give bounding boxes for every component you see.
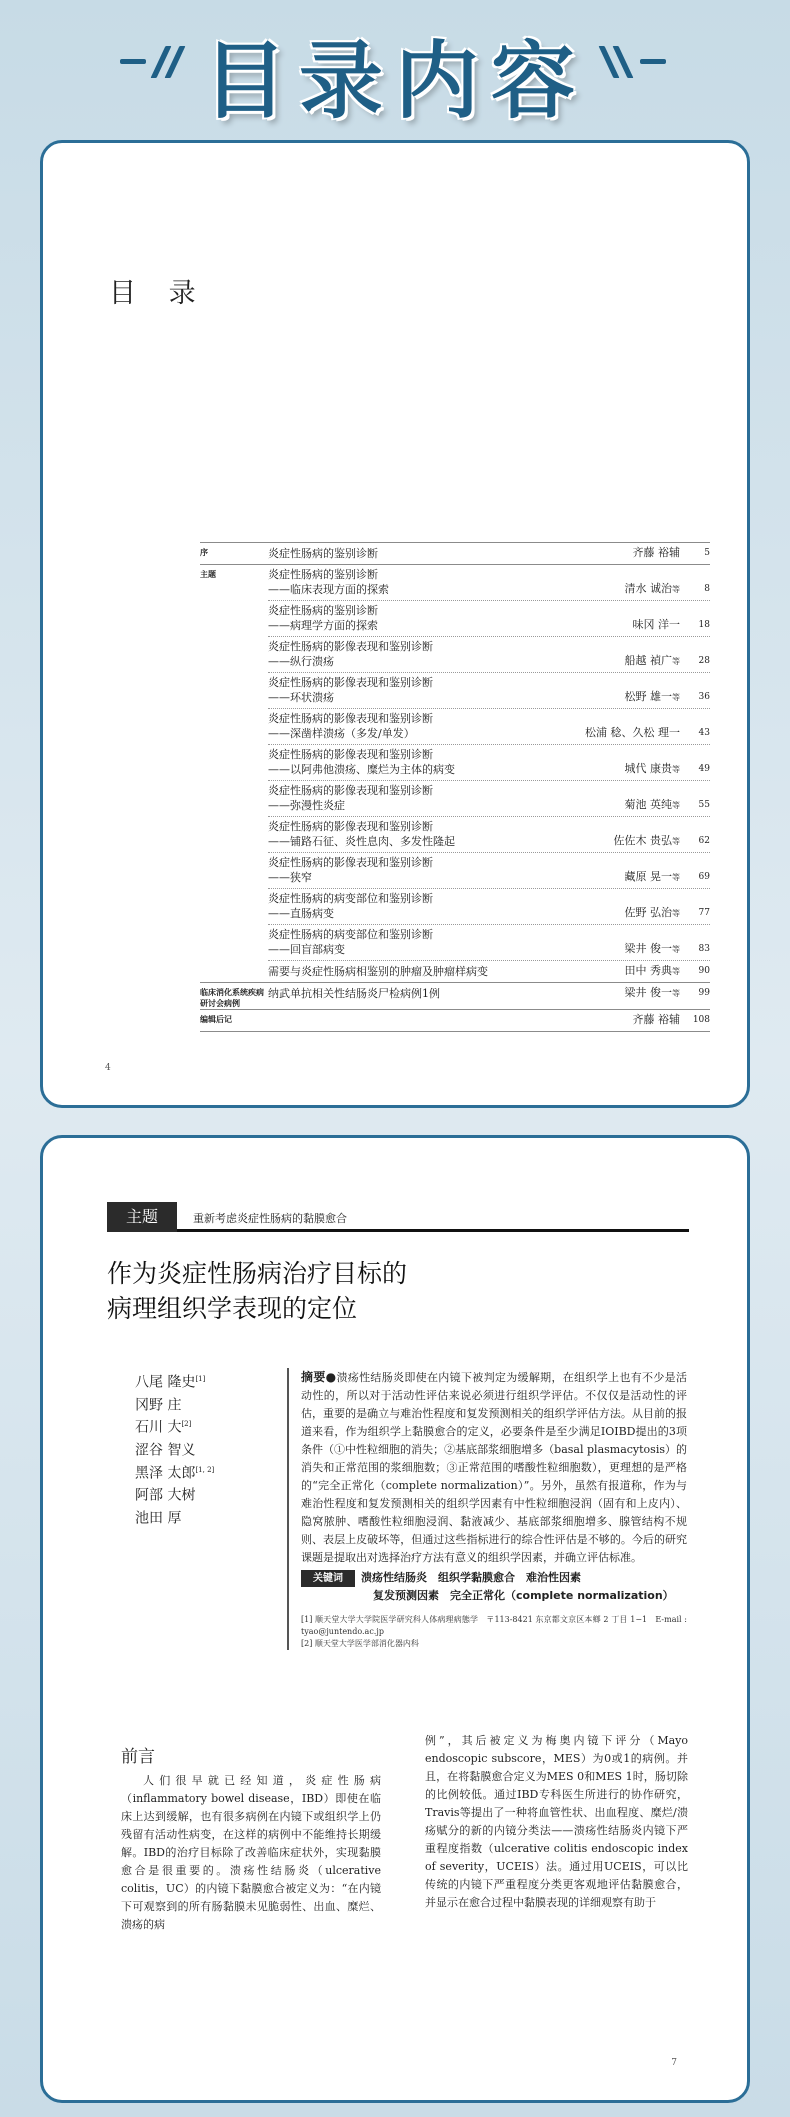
keywords-line: 复发预测因素 完全正常化（complete normalization） (373, 1589, 674, 1602)
toc-section (200, 982, 710, 1009)
toc-heading: 目 录 (109, 278, 208, 309)
toc-item[interactable] (268, 960, 710, 982)
toc-item[interactable] (268, 565, 710, 600)
author-name: 阿部 大树 (135, 1487, 196, 1504)
article-title (107, 1256, 407, 1326)
toc-item[interactable] (268, 543, 710, 564)
toc-item-author (625, 985, 687, 1001)
toc-author-suffix: 等 (672, 873, 680, 882)
author-affiliation-mark: [1, 2] (195, 1465, 215, 1474)
toc-author-suffix: 等 (672, 945, 680, 954)
toc-author-suffix: 等 (672, 837, 680, 846)
toc-item-title: 炎症性肠病的鉴别诊断 (268, 547, 378, 560)
toc-item-author (625, 689, 687, 705)
keywords-line: 溃疡性结肠炎 组织学黏膜愈合 难治性因素 (361, 1571, 581, 1584)
toc-item[interactable] (268, 744, 710, 780)
toc-item-author (633, 1012, 687, 1028)
toc-author-name: 佐佐木 贵弘 (613, 834, 672, 847)
toc-author-name: 菊池 英纯 (624, 798, 672, 811)
toc-author-name: 梁井 俊一 (624, 942, 672, 955)
banner-title: 目录内容 (202, 32, 587, 130)
abstract (301, 1368, 687, 1567)
banner (0, 0, 790, 130)
toc-category: 临床消化系统疾病研讨会病例 (200, 988, 264, 1008)
author-name: 石川 大 (135, 1419, 182, 1436)
toc-item-page: 55 (698, 800, 710, 810)
toc-item-page: 43 (698, 728, 710, 738)
article-title-line: 作为炎症性肠病治疗目标的 (107, 1259, 408, 1288)
toc-author-suffix: 等 (672, 967, 680, 976)
decorative-slashes-right (600, 56, 680, 68)
toc-item-page: 8 (704, 584, 710, 594)
toc-item[interactable] (268, 672, 710, 708)
toc-author-name: 藏原 晃一 (624, 870, 672, 883)
toc-author-name: 城代 康贵 (624, 762, 672, 775)
body-column-left: 人们很早就已经知道，炎症性肠病（inflammatory bowel disease，IBD）即使在临床上达到缓解，也有很多病例在内镜下或组织学上仍残留有活动性病变，在这样的病例中不能维持长期缓解。IBD的治疗目标除了改善临床症状外，实现黏膜愈合是很重要的。溃疡性结肠炎（ulcerative colitis，UC）的内镜下黏膜愈合被定义为：“在内镜下可观察到的所有肠黏膜未见脆弱性、出血、糜烂、溃疡的病 (121, 1774, 381, 1931)
author (135, 1483, 214, 1506)
toc-item-title: 需要与炎症性肠病相鉴别的肿瘤及肿瘤样病变 (268, 965, 488, 978)
toc-item[interactable] (268, 780, 710, 816)
author-affiliation-mark: [1] (195, 1375, 206, 1383)
toc-item-title: 炎症性肠病的影像表现和鉴别诊断 ——纵行溃疡 (268, 640, 433, 668)
toc-item-title: 炎症性肠病的影像表现和鉴别诊断 ——铺路石征、炎性息肉、多发性隆起 (268, 820, 455, 848)
toc-item-title: 炎症性肠病的影像表现和鉴别诊断 ——狭窄 (268, 856, 433, 884)
toc-item-page: 36 (698, 692, 710, 702)
theme-subtitle: 重新考虑炎症性肠病的黏膜愈合 (193, 1212, 347, 1225)
toc-item-author (625, 869, 687, 885)
toc-author-suffix: 等 (672, 801, 680, 810)
author-affiliation-mark: [2] (181, 1420, 192, 1429)
toc-item-title: 炎症性肠病的影像表现和鉴别诊断 ——环状溃疡 (268, 676, 433, 704)
toc-item[interactable] (268, 816, 710, 852)
toc-item-page: 77 (698, 908, 710, 918)
toc-item[interactable] (268, 852, 710, 888)
toc-category: 序 (200, 548, 208, 557)
toc-item-page: 69 (698, 872, 710, 882)
toc-author-name: 松浦 稔、久松 理一 (585, 726, 680, 739)
toc-item[interactable] (268, 636, 710, 672)
toc-item[interactable] (268, 983, 710, 1004)
toc-item-page: 28 (698, 656, 710, 666)
author-name: 涩谷 智义 (135, 1442, 196, 1459)
toc-author-suffix: 等 (672, 657, 680, 666)
toc-item-title: 炎症性肠病的影像表现和鉴别诊断 ——深凿样溃疡（多发/单发） (268, 712, 433, 740)
toc-item-page: 83 (698, 944, 710, 954)
toc-item-title: 炎症性肠病的病变部位和鉴别诊断 ——直肠病变 (268, 892, 433, 920)
page-number: 4 (105, 1063, 111, 1073)
toc-section (200, 564, 710, 982)
author (135, 1506, 214, 1529)
author (135, 1438, 214, 1461)
toc-item-title: 炎症性肠病的鉴别诊断 ——病理学方面的探索 (268, 604, 378, 632)
toc-author-name: 齐藤 裕辅 (632, 1013, 680, 1026)
section-heading: 前言 (121, 1747, 155, 1767)
author (135, 1370, 214, 1393)
affiliation: [1] 顺天堂大学大学院医学研究科人体病理病態学 〒113-8421 东京都文京区本鄉 2 丁目 1−1 E-mail : tyao@juntendo.ac.jp (301, 1615, 687, 1636)
abstract-label: 摘要● (301, 1370, 337, 1384)
author-list (135, 1370, 214, 1529)
author (135, 1393, 214, 1416)
toc-category: 编辑后记 (200, 1015, 232, 1024)
author-name: 八尾 隆史 (135, 1374, 196, 1391)
toc-author-name: 味冈 洋一 (632, 618, 680, 631)
toc-item-title: 炎症性肠病的影像表现和鉴别诊断 ——弥漫性炎症 (268, 784, 433, 812)
theme-header (107, 1202, 689, 1232)
toc-item-author (614, 833, 687, 849)
toc-item-title: 炎症性肠病的影像表现和鉴别诊断 ——以阿弗他溃疡、糜烂为主体的病变 (268, 748, 455, 776)
toc-item-author (625, 797, 687, 813)
toc-section (200, 1009, 710, 1032)
toc-author-suffix: 等 (672, 989, 680, 998)
toc-author-suffix: 等 (672, 909, 680, 918)
toc-item-page: 108 (692, 1015, 710, 1025)
toc-item-author (625, 963, 687, 979)
toc-item-author (625, 581, 687, 597)
author (135, 1461, 214, 1484)
toc-item[interactable] (268, 1010, 710, 1031)
toc-item[interactable] (268, 600, 710, 636)
toc-section (200, 542, 710, 564)
toc-author-suffix: 等 (672, 765, 680, 774)
toc-item-author (625, 941, 687, 957)
toc-item-author (633, 545, 687, 561)
abstract-text: 溃疡性结肠炎即使在内镜下被判定为缓解期，在组织学上也有不少是活动性的，所以对于活动性评估来说必须进行组织学评估。不仅仅是活动性的评估，重要的是确立与难治性程度和复发预测相关的组织学评估方法。从目前的报道来看，作为组织学上黏膜愈合的定义，必要条件是至少满足IOIBD提出的3项条件（①中性粒细胞的消失；②基底部浆细胞增多（basal plasmacytosis）的消失和正常范围的浆细胞数；③正常范围的嗜酸性粒细胞数），更理想的是严格的“完全正常化（complete normalization）”。另外，虽然有报道称，作为与难治性程度和复发预测相关的组织学因素有中性粒细胞浸润（固有和上皮内）、隐窝脓肿、嗜酸性粒细胞浸润、黏液减少、基底部浆细胞增多、腺管结构不规则、表层上皮破坏等，但通过这些指标进行的综合性评估是不够的。今后的研究课题是提取出对选择治疗方法有意义的组织学因素，并确立评估标准。 (301, 1371, 687, 1564)
toc-item-page: 90 (698, 966, 710, 976)
page-number: 7 (671, 2058, 677, 2068)
toc-author-suffix: 等 (672, 585, 680, 594)
toc-author-name: 齐藤 裕辅 (632, 546, 680, 559)
toc-author-name: 佐野 弘治 (624, 906, 672, 919)
article-page-panel (40, 1135, 750, 2103)
author-name: 黑泽 太郎 (135, 1465, 196, 1482)
toc-item-title: 炎症性肠病的鉴别诊断 ——临床表现方面的探索 (268, 568, 389, 596)
article-title-line: 病理组织学表现的定位 (107, 1294, 358, 1323)
toc-item[interactable] (268, 888, 710, 924)
toc-page-panel (40, 140, 750, 1108)
toc-item-page: 99 (698, 988, 710, 998)
toc-item-author (585, 725, 686, 741)
author-name: 冈野 庄 (135, 1397, 182, 1414)
body-column-right: 例”，其后被定义为梅奥内镜下评分（Mayo endoscopic subscore，MES）为0或1的病例。并且，在将黏膜愈合定义为MES 0和MES 1时，肠切除的比例较低。通过IBD专科医生所进行的协作研究，Travis等提出了一种将血管性状、出血程度、糜烂/溃疡赋分的新的内镜分类法——溃疡性结肠炎内镜下严重程度指数（ulcerative colitis endoscopic index of severity，UCEIS）法。通过用UCEIS，可以比传统的内镜下严重程度分类更客观地评估黏膜愈合，并显示在愈合过程中黏膜表现的详细观察有助于 (425, 1734, 688, 1909)
toc-item-title: 纳武单抗相关性结肠炎尸检病例1例 (268, 987, 440, 1000)
affiliations (301, 1614, 687, 1650)
toc-item-page: 5 (704, 548, 710, 558)
toc-author-name: 梁井 俊一 (624, 986, 672, 999)
toc-table (200, 542, 710, 1032)
abstract-box (287, 1368, 687, 1650)
author-name: 池田 厚 (135, 1510, 182, 1527)
toc-item-author (625, 761, 687, 777)
toc-author-suffix: 等 (672, 693, 680, 702)
toc-author-name: 田中 秀典 (624, 964, 672, 977)
toc-item-page: 62 (698, 836, 710, 846)
toc-item[interactable] (268, 708, 710, 744)
affiliation: [2] 顺天堂大学医学部消化器内科 (301, 1639, 419, 1648)
toc-item-author (625, 905, 687, 921)
toc-item[interactable] (268, 924, 710, 960)
toc-item-author (625, 653, 687, 669)
toc-author-name: 船越 禎广 (624, 654, 672, 667)
toc-item-page: 18 (698, 620, 710, 630)
toc-item-title: 炎症性肠病的病变部位和鉴别诊断 ——回盲部病变 (268, 928, 433, 956)
toc-author-name: 清水 诚治 (624, 582, 672, 595)
keywords (301, 1569, 687, 1604)
toc-item-page: 49 (698, 764, 710, 774)
author (135, 1415, 214, 1438)
toc-category: 主题 (200, 570, 216, 579)
theme-label: 主题 (107, 1202, 177, 1232)
keywords-label: 关键词 (301, 1570, 355, 1587)
toc-author-name: 松野 雄一 (624, 690, 672, 703)
toc-item-author (633, 617, 687, 633)
